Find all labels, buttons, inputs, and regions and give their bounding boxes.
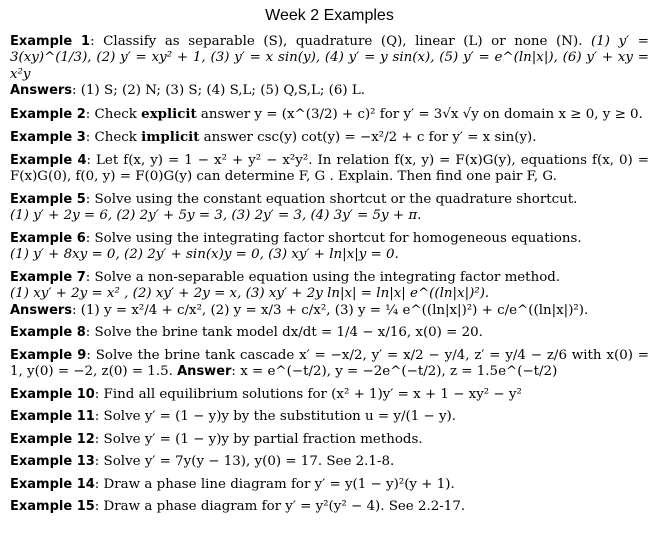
example-text: : Solve y′ = (1 − y)y by the substitution u = y/(1 − y). — [94, 409, 456, 424]
example-text-post: answer y = (x^(3/2) + c)² for y′ = 3√x √y on domain x ≥ 0, y ≥ 0. — [196, 106, 643, 122]
example-keyword: explicit — [141, 105, 197, 122]
example-label: Example 6 — [10, 230, 86, 246]
example-text: : Solve using the constant equation shortcut or the quadrature shortcut. — [85, 191, 578, 207]
example-2 — [10, 106, 649, 124]
example-11 — [10, 409, 649, 426]
example-8 — [10, 325, 649, 342]
example-text: : Let f(x, y) = 1 − x² + y² − x²y². In relation f(x, y) = F(x)G(y), equations f(x, 0) = F(x)G(0), f(0, y) = F(0)G(y) can determine F, G . Explain. Then find one pair F, G. — [10, 152, 650, 184]
example-15 — [10, 499, 649, 516]
example-3 — [10, 129, 649, 147]
answer-text: : x = e^(−t/2), y = −2e^(−t/2), z = 1.5e^(−t/2) — [231, 364, 558, 379]
example-label: Example 10 — [10, 386, 95, 402]
answers-label: Answers — [10, 83, 73, 98]
example-text: : Solve y′ = 7y(y − 13), y(0) = 17. See 2.1-8. — [94, 454, 395, 469]
example-label: Example 14 — [10, 476, 95, 492]
example-12 — [10, 432, 649, 449]
example-text-pre: : Check — [85, 106, 142, 122]
answers-text: : (1) S; (2) N; (3) S; (4) S,L; (5) Q,S,L; (6) L. — [72, 83, 365, 98]
example-label: Example 2 — [10, 106, 86, 122]
example-text-post: answer csc(y) cot(y) = −x²/2 + c for y′ = x sin(y). — [199, 130, 537, 145]
example-items: (1) y′ + 8xy = 0, (2) 2y′ + sin(x)y = 0, (3) xy′ + ln|x|y = 0. — [10, 247, 399, 262]
example-label: Example 8 — [10, 325, 86, 340]
example-label: Example 4 — [10, 152, 87, 168]
example-label: Example 7 — [10, 269, 86, 285]
example-1 — [10, 34, 649, 100]
example-text: : Draw a phase line diagram for y′ = y(1 − y)²(y + 1). — [94, 476, 455, 492]
example-text: : Solve the brine tank cascade x′ = −x/2, y′ = x/2 − y/4, z′ = y/4 − z/6 with x(0) = 1, y(0) = −2, z(0) = 1.5. — [10, 347, 650, 379]
example-label: Example 3 — [10, 130, 86, 145]
example-4 — [10, 153, 649, 186]
example-13 — [10, 454, 649, 471]
example-14 — [10, 477, 649, 494]
example-7 — [10, 270, 649, 320]
example-label: Example 1 — [10, 33, 91, 49]
example-label: Example 11 — [10, 409, 95, 424]
example-items: (1) y′ = 3(xy)^(1/3), (2) y′ = xy² + 1, (3) y′ = x sin(y), (4) y′ = y sin(x), (5) y′ = e^(ln|x|), (6) y′ + xy = x²y — [10, 33, 650, 82]
example-label: Example 5 — [10, 191, 86, 207]
example-10 — [10, 387, 649, 404]
example-items: (1) xy′ + 2y = x² , (2) xy′ + 2y = x, (3) xy′ + 2y ln|x| = ln|x| e^((ln|x|)²). — [10, 286, 490, 301]
example-label: Example 15 — [10, 499, 95, 514]
example-9 — [10, 348, 649, 381]
example-items: (1) y′ + 2y = 6, (2) 2y′ + 5y = 3, (3) 2y′ = 3, (4) 3y′ = 5y + π. — [10, 208, 422, 223]
example-text: : Draw a phase diagram for y′ = y²(y² − 4). See 2.2-17. — [94, 499, 466, 514]
example-text: : Solve the brine tank model dx/dt = 1/4 − x/16, x(0) = 20. — [85, 325, 483, 340]
answer-label: Answer — [177, 364, 232, 379]
example-keyword: implicit — [141, 129, 200, 145]
example-text: : Find all equilibrium solutions for (x² + 1)y′ = x + 1 − xy² − y² — [94, 386, 522, 402]
answers-label: Answers — [10, 302, 73, 318]
example-label: Example 9 — [10, 347, 87, 363]
example-label: Example 13 — [10, 454, 95, 469]
example-text-pre: : Check — [85, 130, 142, 145]
example-text: : Classify as separable (S), quadrature (Q), linear (L) or none (N). — [90, 33, 583, 49]
example-text: : Solve y′ = (1 − y)y by partial fraction methods. — [94, 431, 423, 447]
page-title: Week 2 Examples — [265, 7, 394, 24]
example-6 — [10, 231, 649, 264]
answers-text: : (1) y = x²/4 + c/x², (2) y = x/3 + c/x², (3) y = ¼ e^((ln|x|)²) + c/e^((ln|x|)²). — [72, 302, 589, 318]
example-text: : Solve using the integrating factor shortcut for homogeneous equations. — [85, 230, 582, 246]
example-label: Example 12 — [10, 431, 95, 447]
example-5 — [10, 192, 649, 225]
example-text: : Solve a non-separable equation using the integrating factor method. — [85, 269, 561, 285]
